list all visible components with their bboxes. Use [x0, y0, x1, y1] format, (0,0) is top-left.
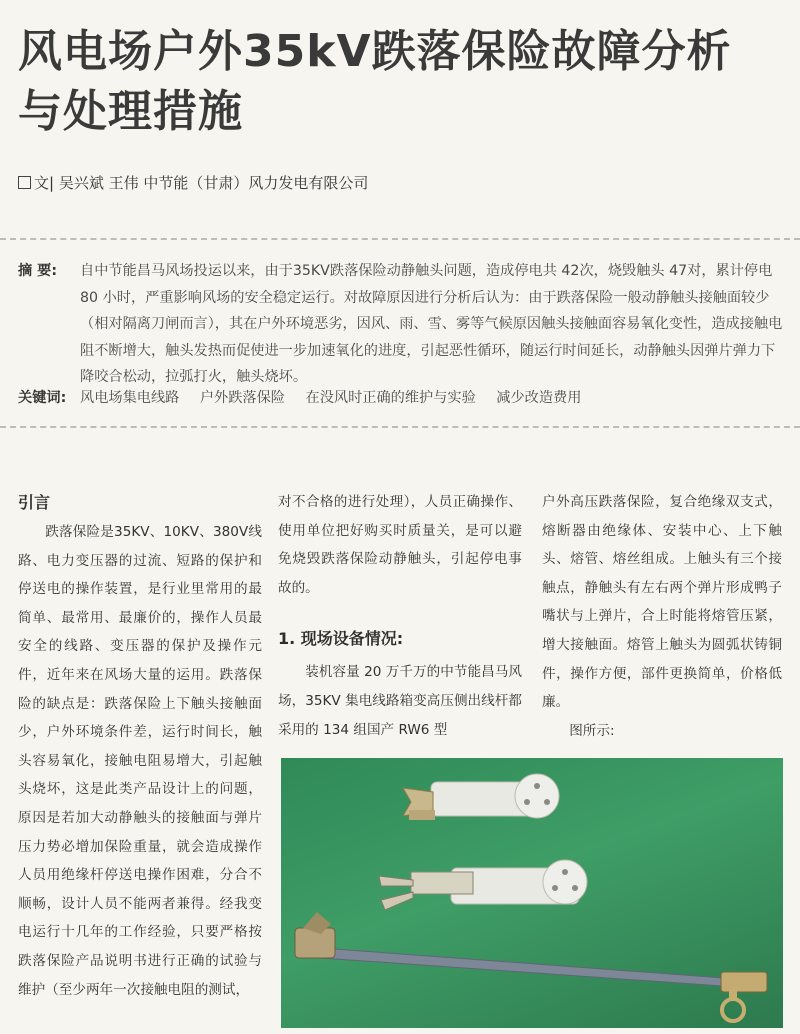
fuse-tube — [295, 912, 767, 1021]
keyword-item: 在没风时正确的维护与实验 — [305, 390, 476, 406]
abstract-label: 摘 要: — [18, 263, 57, 279]
fuse-parts-illustration — [281, 758, 783, 1028]
equipment-photo — [281, 758, 783, 1028]
column-1 — [18, 488, 262, 1004]
intro-heading: 引言 — [18, 493, 51, 512]
column-2 — [278, 488, 522, 744]
column-3 — [542, 488, 782, 745]
static-contact-middle — [379, 860, 587, 910]
abstract — [18, 258, 788, 391]
intro-paragraph: 跌落保险是35KV、10KV、380V线路、电力变压器的过流、短路的保护和停送电的操作装置，是行业里常用的最简单、最常用、最廉价的，操作人员最安全的线路、变压器的保护及操作元件，近年来在风场大量的运用。跌落保险的缺点是：跌落保险上下触头接触面少，户外环境条件差，运行时间长，触头容易氧化，接触电阻易增大，引起触头烧坏，这是此类产品设计上的问题，原因是若加大动静触头的接触面与弹片压力势必增加保险重量，就会造成操作人员用绝缘杆停送电操作困难，分合不顺畅，设计人员不能两者兼得。经我变电运行十几年的工作经验，只要严格按跌落保险产品说明书进行正确的试验与维护（至少两年一次接触电阻的测试， — [18, 524, 262, 998]
keyword-list — [80, 386, 597, 410]
section-1-heading: 1. 现场设备情况: — [278, 629, 404, 649]
article-title — [18, 22, 778, 142]
authors-names: 吴兴斌 王伟 中节能（甘肃）风力发电有限公司 — [58, 174, 369, 192]
figure-caption: 图所示: — [569, 722, 615, 739]
keywords — [18, 386, 788, 410]
title-line-1: 风电场户外35kV跌落保险故障分析 — [18, 26, 732, 77]
keyword-item: 户外跌落保险 — [199, 390, 285, 406]
divider-bottom — [0, 426, 800, 428]
keyword-item: 减少改造费用 — [496, 390, 582, 406]
title-line-2: 与处理措施 — [18, 86, 243, 137]
divider-top — [0, 238, 800, 240]
authors-prefix: 文| — [34, 174, 55, 192]
keywords-label: 关键词: — [18, 390, 67, 406]
column-3-paragraph: 户外高压跌落保险，复合绝缘双支式，熔断器由绝缘体、安装中心、上下触头、熔管、熔丝组成。上触头有三个接触点，静触头有左右两个弹片形成鸭子嘴状与上弹片，合上时能将熔管压紧，增大接触面。熔管上触头为圆弧状铸铜件，操作方便，部件更换简单，价格低廉。 — [542, 494, 782, 711]
abstract-text: 自中节能昌马风场投运以来，由于35KV跌落保险动静触头问题，造成停电共 42次，烧毁触头 47对，累计停电 80 小时，严重影响风场的安全稳定运行。对故障原因进行分析后认为：由于跌落保险一般动静触头接触面较少（相对隔离刀闸而言），其在户外环境恶劣，因风、雨、雪、雾等气候原因触头接触面容易氧化变性，造成接触电阻不断增大，触头发热而促使进一步加速氧化的进度，引起恶性循环，随运行时间延长，动静触头因弹片弹力下降咬合松动，拉弧打火，触头烧坏。 — [80, 263, 783, 385]
static-contact-upper — [403, 774, 559, 820]
author-line — [18, 172, 368, 193]
checkbox-square-icon — [18, 176, 31, 189]
keyword-item: 风电场集电线路 — [80, 390, 180, 406]
section-1-paragraph: 装机容量 20 万千万的中节能昌马风场，35KV 集电线路箱变高压侧出线杆都采用的 134 组国产 RW6 型 — [278, 664, 522, 738]
column-2-paragraph: 对不合格的进行处理），人员正确操作、使用单位把好购买时质量关，是可以避免烧毁跌落保险动静触头，引起停电事故的。 — [278, 494, 522, 596]
